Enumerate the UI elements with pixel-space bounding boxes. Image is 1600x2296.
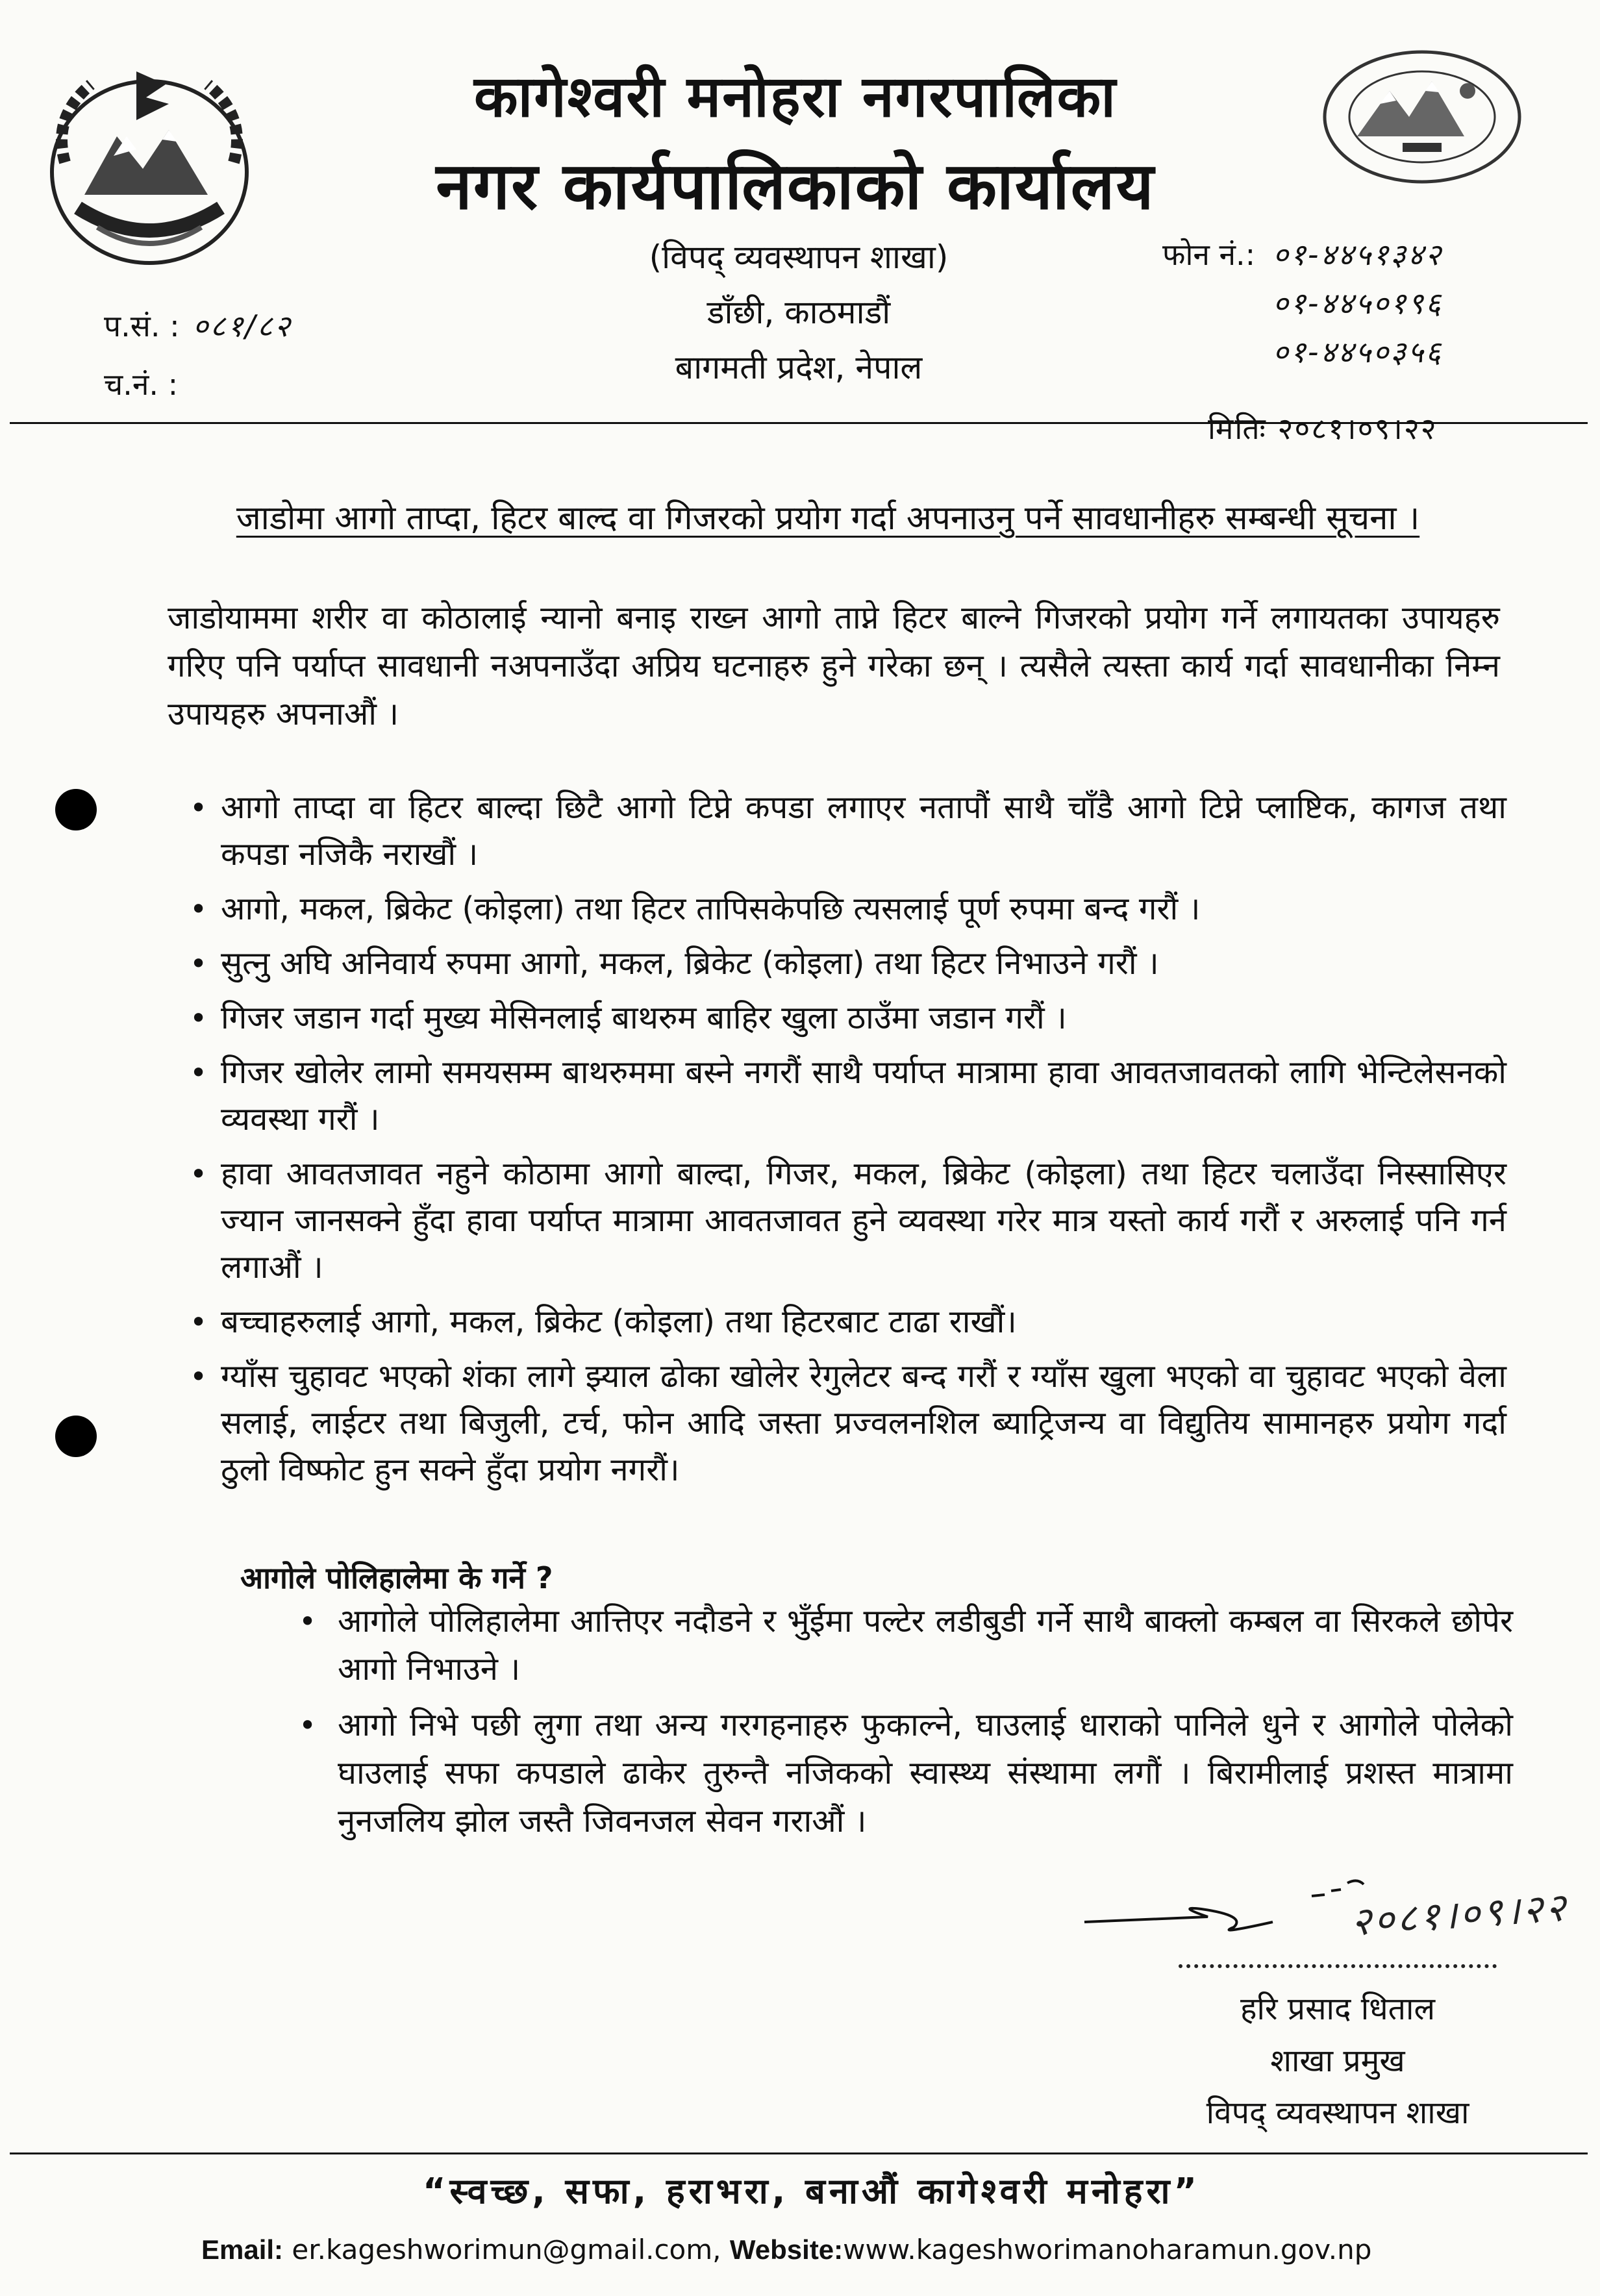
phone-label: फोन नं.: bbox=[1162, 237, 1256, 272]
burn-section-heading: आगोले पोलिहालेमा के गर्ने ? bbox=[240, 1560, 553, 1595]
reference-label: प.सं. : bbox=[104, 308, 180, 343]
address-line-1: डाँछी, काठमाडौं bbox=[706, 293, 891, 331]
municipality-name: कागेश्वरी मनोहरा नगरपालिका bbox=[473, 63, 1118, 130]
footer-divider bbox=[10, 2152, 1588, 2154]
list-item: • बच्चाहरुलाई आगो, मकल, ब्रिकेट (कोइला) तथा हिटरबाट टाढा राखौं। bbox=[221, 1299, 1506, 1345]
punch-hole bbox=[55, 1416, 97, 1457]
signatory-branch: विपद् व्यवस्थापन शाखा bbox=[1206, 2095, 1469, 2131]
list-item: • आगो, मकल, ब्रिकेट (कोइला) तथा हिटर तापिसकेपछि त्यसलाई पूर्ण रुपमा बन्द गरौं । bbox=[221, 886, 1506, 932]
contact-footer bbox=[201, 2234, 1565, 2265]
phone-number: ०१-४४५०३५६ bbox=[1273, 334, 1443, 369]
reference-number bbox=[104, 305, 292, 345]
intro-paragraph: जाडोयाममा शरीर वा कोठालाई न्यानो बनाइ राख्न आगो ताप्ने हिटर बाल्ने गिजरको प्रयोग गर्ने लगायतका उपायहरु गरिए पनि पर्याप्त सावधानी नअपनाउँदा अप्रिय घटनाहरु हुने गरेका छन् । त्यसैले त्यस्ता कार्य गर्दा सावधानीका निम्न उपायहरु अपनाऔं । bbox=[168, 599, 1500, 732]
punch-hole bbox=[55, 789, 97, 830]
signature-icon bbox=[1078, 1877, 1377, 1957]
signatory-title: शाखा प्रमुख bbox=[1270, 2043, 1405, 2079]
municipality-seal-icon bbox=[1318, 45, 1526, 188]
list-item: • हावा आवतजावत नहुने कोठामा आगो बाल्दा, गिजर, मकल, ब्रिकेट (कोइला) तथा हिटर चलाउँदा निस्सासिएर ज्यान जानसक्ने हुँदा हावा पर्याप्त मात्रामा आवतजावत हुने व्यवस्था गरेर मात्र यस्तो कार्य गरौं र अरुलाई पनि गर्न लगाऔं । bbox=[221, 1151, 1506, 1291]
list-item: • सुत्नु अघि अनिवार्य रुपमा आगो, मकल, ब्रिकेट (कोइला) तथा हिटर निभाउने गरौं । bbox=[221, 940, 1506, 987]
office-name: नगर कार्यपालिकाको कार्यालय bbox=[436, 148, 1155, 224]
list-item: • ग्याँस चुहावट भएको शंका लागे झ्याल ढोका खोलेर रेगुलेटर बन्द गरौं र ग्याँस खुला भएको वा चुहावट भएको वेला सलाई, लाईटर तथा बिजुली, टर्च, फोन आदि जस्ता प्रज्वलनशिल ब्याट्रिजन्य वा विद्युतिय सामानहरु प्रयोग गर्दा ठुलो विष्फोट हुन सक्ने हुँदा प्रयोग नगरौं। bbox=[221, 1353, 1506, 1493]
phone-number: ०१-४४५०१९६ bbox=[1273, 286, 1443, 321]
burn-steps-list bbox=[338, 1597, 1513, 1853]
website-label: Website: bbox=[729, 2234, 844, 2265]
municipality-motto: “स्वच्छ, सफा, हराभरा, बनाऔं कागेश्वरी मनोहरा” bbox=[422, 2171, 1201, 2212]
reference-value: ०८१/८२ bbox=[192, 308, 292, 343]
signature-date: २०८१।०९।२२ bbox=[1349, 1884, 1570, 1945]
signature-line bbox=[1179, 1964, 1497, 1968]
address-line-2: बागमती प्रदेश, नेपाल bbox=[675, 349, 923, 386]
issue-date: मितिः २०८१।०९।२२ bbox=[1208, 411, 1438, 446]
email-address: er.kageshworimun@gmail.com, bbox=[292, 2234, 721, 2265]
website-address: www.kageshworimanoharamun.gov.np bbox=[843, 2234, 1372, 2265]
department-name: (विपद् व्यवस्थापन शाखा) bbox=[649, 238, 949, 276]
phone-number: ०१-४४५१३४२ bbox=[1273, 237, 1443, 272]
list-item: • आगो ताप्दा वा हिटर बाल्दा छिटै आगो टिप्ने कपडा लगाएर नतापौं साथै चाँडै आगो टिप्ने प्लाष्टिक, कागज तथा कपडा नजिकै नराखौं । bbox=[221, 784, 1506, 878]
dispatch-number-label: च.नं. : bbox=[104, 367, 179, 402]
notice-subject: जाडोमा आगो ताप्दा, हिटर बाल्द वा गिजरको प्रयोग गर्दा अपनाउनु पर्ने सावधानीहरु सम्बन्धी सूचना । bbox=[236, 499, 1420, 538]
signatory-name: हरि प्रसाद धिताल bbox=[1240, 1991, 1436, 2027]
precaution-list bbox=[221, 784, 1506, 1501]
list-item: • आगो निभे पछी लुगा तथा अन्य गरगहनाहरु फुकाल्ने, घाउलाई धाराको पानिले धुने र आगोले पोलेको घाउलाई सफा कपडाले ढाकेर तुरुन्तै नजिकको स्वास्थ्य संस्थामा लगौं । बिरामीलाई प्रशस्त मात्रामा नुनजलिय झोल जस्तै जिवनजल सेवन गराऔं । bbox=[338, 1701, 1513, 1845]
list-item: • गिजर खोलेर लामो समयसम्म बाथरुममा बस्ने नगरौं साथै पर्याप्त मात्रामा हावा आवतजावतको लागि भेन्टिलेसनको व्यवस्था गरौं । bbox=[221, 1049, 1506, 1143]
list-item: • आगोले पोलिहालेमा आत्तिएर नदौडने र भुँईमा पल्टेर लडीबुडी गर्ने साथै बाक्लो कम्बल वा सिरकले छोपेर आगो निभाउने । bbox=[338, 1597, 1513, 1693]
email-label: Email: bbox=[201, 2234, 284, 2265]
list-item: • गिजर जडान गर्दा मुख्य मेसिनलाई बाथरुम बाहिर खुला ठाउँमा जडान गरौं । bbox=[221, 995, 1506, 1042]
nepal-emblem-icon bbox=[39, 58, 260, 273]
